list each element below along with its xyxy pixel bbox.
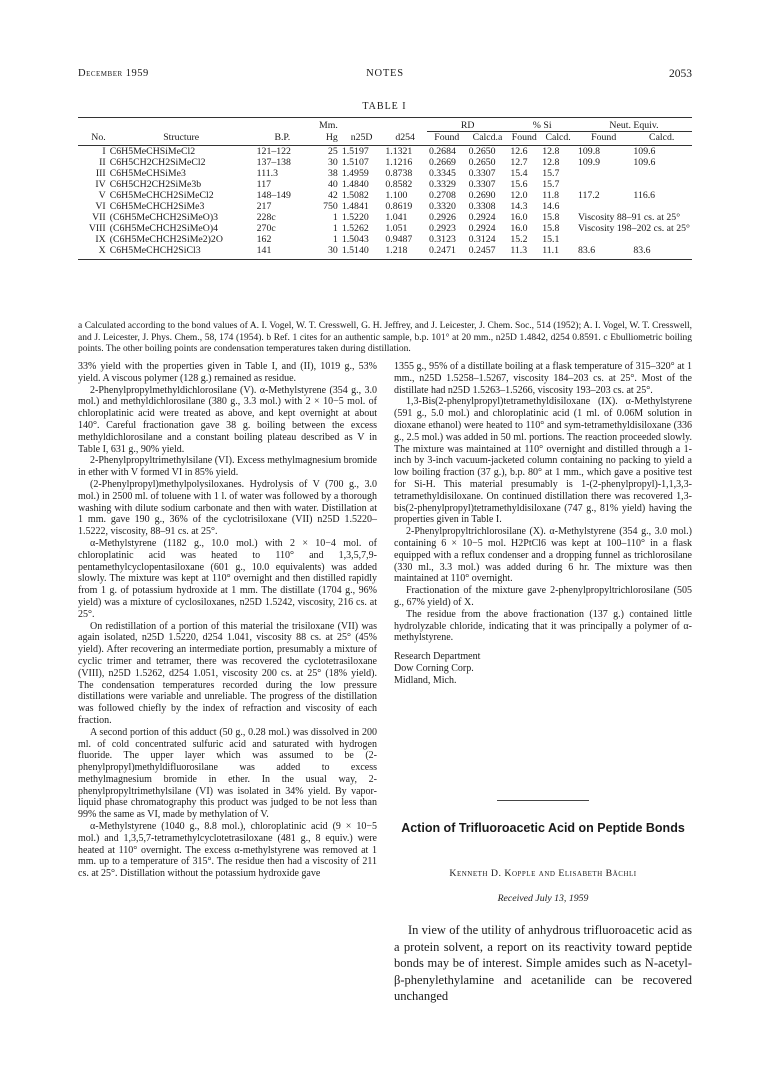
cell-neut-found: 83.6 xyxy=(576,245,631,260)
cell-nd: 1.5197 xyxy=(341,146,369,157)
cell-si-calcd: 15.7 xyxy=(542,179,560,190)
cell-rd-calcd: 0.2650 xyxy=(468,157,496,168)
cell-d: 0.8619 xyxy=(385,201,413,212)
cell-mm: 30 xyxy=(310,245,340,260)
cell-rd-calcd: 0.2924 xyxy=(468,212,496,223)
header-mm: Mm. xyxy=(310,118,340,132)
header-si-calcd: Calcd. xyxy=(540,132,576,146)
cell-mm: 1 xyxy=(332,212,338,223)
header-date: December 1959 xyxy=(78,68,149,79)
header-d: d254 xyxy=(383,132,427,146)
cell-rd-found: 0.2471 xyxy=(427,245,467,260)
cell-rd-calcd: 0.2924 xyxy=(468,223,496,234)
cell-structure: C6H5MeCHCH2SiMe3 xyxy=(109,201,205,212)
paragraph: On redistillation of a portion of this material the trisiloxane (VII) was again isolated, n25D 1.5220, d254 1.041, viscosity 88 cs. at 25° (45% yield). After recovering an intermediate portion, presumably a mixture of cyclic trimer and tetramer, there was recovered the cyclotetrasiloxane (VIII), n25D 1.5262, d254 1.051, viscosity 200 cs. at 25° (18% yield). The condensation temperatures recorded during the low pressure distillations were variable and unreliable. The progress of the distillation was followed chiefly by the index of refraction and viscosity of each fraction. xyxy=(78,620,377,726)
table-row xyxy=(78,201,692,212)
cell-si-found: 12.7 xyxy=(510,157,528,168)
cell-neut-calcd xyxy=(631,168,692,179)
cell-no: X xyxy=(78,245,108,260)
header-si: % Si xyxy=(508,118,576,132)
paragraph: A second portion of this adduct (50 g., 0.28 mol.) was dissolved in 200 ml. of cold concentrated sulfuric acid and saturated with hydrogen fluoride. The upper layer which was assumed to be (2-phenylpropyl)methyldifluorosilane was added to excess methylmagnesium bromide in ether. In the usual way, 2-phenylpropyltrimethylsilane (VI) was isolated in 34% yield. By vapor-liquid phase chromatography this product was judged to be not less than 99% the same as VI, made by methylation of V. xyxy=(78,726,377,821)
cell-neut-found xyxy=(576,234,631,245)
cell-si-calcd: 11.1 xyxy=(540,245,576,260)
cell-si-calcd: 15.1 xyxy=(542,234,560,245)
cell-si-calcd: 15.8 xyxy=(542,223,560,234)
cell-neut-found: 109.9 xyxy=(578,157,601,168)
cell-bp: 117 xyxy=(256,179,271,190)
cell-d: 0.8582 xyxy=(385,179,413,190)
cell-bp: 162 xyxy=(256,234,272,245)
cell-rd-found: 0.2923 xyxy=(428,223,456,234)
article-title: Action of Trifluoroacetic Acid on Peptide Bonds xyxy=(401,821,685,835)
cell-si-calcd: 14.6 xyxy=(542,201,560,212)
cell-bp: 217 xyxy=(256,201,272,212)
cell-rd-calcd: 0.3307 xyxy=(468,179,496,190)
cell-bp: 121–122 xyxy=(256,146,291,157)
header-neut-found: Found xyxy=(576,132,631,146)
paragraph: 33% yield with the properties given in Table I, and (II), 1019 g., 53% yield. A viscous polymer (128 g.) remained as residue. xyxy=(78,361,377,384)
cell-d: 1.1216 xyxy=(385,157,413,168)
table-footnote: a Calculated according to the bond values of A. I. Vogel, W. T. Cresswell, G. H. Jeffrey, and J. Leicester, J. Chem. Soc., 514 (1952); A. I. Vogel, W. T. Cresswell, and J. Leicester, J. Phys. Chem., 58, 174 (1954). b Ref. 1 cites for an authentic sample, b.p. 101° at 20 mm., n25D 1.4842, d254 0.8591. c Ebulliometric boiling points. The other boiling points are condensation temperatures taken during distillation. xyxy=(78,321,692,354)
cell-bp: 137–138 xyxy=(256,157,291,168)
cell-structure: C6H5MeCHSiMeCl2 xyxy=(109,146,196,157)
cell-nd: 1.5082 xyxy=(341,190,369,201)
cell-neut-found: 109.8 xyxy=(578,146,601,157)
cell-si-found: 15.6 xyxy=(510,179,528,190)
article-intro xyxy=(394,922,692,1005)
cell-no: VIII xyxy=(88,223,106,234)
cell-neut-calcd: 83.6 xyxy=(631,245,692,260)
cell-si-found: 16.0 xyxy=(510,223,528,234)
address-line: Dow Corning Corp. xyxy=(394,662,474,674)
paragraph: Fractionation of the mixture gave 2-phenylpropyltrichlorosilane (505 g., 67% yield) of X. xyxy=(394,585,692,608)
cell-rd-found: 0.3320 xyxy=(428,201,456,212)
paragraph: 2-Phenylpropyltrimethylsilane (VI). Excess methylmagnesium bromide in ether with V formed VI in 85% yield. xyxy=(78,455,377,479)
cell-rd-found: 0.3329 xyxy=(428,179,456,190)
cell-mm: 30 xyxy=(328,157,338,168)
cell-neut-found: 117.2 xyxy=(578,190,600,201)
cell-structure: C6H5CH2CH2SiMe3b xyxy=(109,179,202,190)
header-structure: Structure xyxy=(108,132,255,146)
cell-neut-calcd: 109.6 xyxy=(633,146,656,157)
table-row xyxy=(78,245,692,260)
cell-rd-calcd: 0.2457 xyxy=(467,245,509,260)
paragraph: The residue from the above fractionation (137 g.) contained little hydrolyzable chloride, indicating that it was principally a polymer of α-methylstyrene. xyxy=(394,608,692,644)
cell-rd-calcd: 0.3308 xyxy=(468,201,496,212)
cell-no: II xyxy=(99,157,106,168)
cell-neut-found xyxy=(576,201,631,212)
cell-mm: 25 xyxy=(328,146,338,157)
cell-structure: (C6H5MeCHCH2SiMeO)3 xyxy=(109,212,218,223)
address-line: Midland, Mich. xyxy=(394,674,457,686)
cell-neut-found: Viscosity 88–91 cs. at 25° xyxy=(578,212,681,223)
cell-rd-found: 0.2669 xyxy=(428,157,456,168)
cell-mm: 750 xyxy=(323,201,338,212)
paragraph: 2-Phenylpropylmethyldichlorosilane (V). α-Methylstyrene (354 g., 3.0 mol.) and methyldichlorosilane (380 g., 3.3 mol.) with 2 × 10−5 mol. of chloroplatinic acid were treated as above, and kept overnight at about 140°. Careful fractionation gave 38 g. boiling between the excess methyldichlorosilane and a constant boiling plateau described as V in Table I, 631 g., 90% yield. xyxy=(78,384,377,455)
cell-si-calcd: 12.8 xyxy=(542,157,560,168)
cell-si-calcd: 15.7 xyxy=(542,168,560,179)
paragraph: In view of the utility of anhydrous trifluoroacetic acid as a protein solvent, a report on its reactivity toward peptide bonds may be of interest. Simple amides such as N-acetyl-β-phenylethylamine and acetanilide can be recovered unchanged xyxy=(394,923,692,1003)
section-divider xyxy=(497,800,589,801)
cell-no: VI xyxy=(95,201,106,212)
cell-neut-calcd: 109.6 xyxy=(633,157,656,168)
header-si-found: Found xyxy=(508,132,540,146)
header-bp: B.P. xyxy=(255,132,310,146)
table-row xyxy=(78,168,692,179)
paragraph: 1355 g., 95% of a distillate boiling at a flask temperature of 315–320° at 1 mm., n25D 1.5258–1.5267, viscosity 184–203 cs. at 25°. Most of the distillate had n25D 1.5263–1.5266, viscosity 193–203 cs. at 25°. xyxy=(394,361,692,396)
cell-nd: 1.4959 xyxy=(341,168,369,179)
cell-structure: C6H5CH2CH2SiMeCl2 xyxy=(109,157,206,168)
header-neut-calcd: Calcd. xyxy=(631,132,692,146)
paragraph: α-Methylstyrene (1040 g., 8.8 mol.), chloroplatinic acid (9 × 10−5 mol.) and 1,3,5,7-tetramethylcyclotetrasiloxane (481 g., 8 equiv.) were heated at 110° overnight. The excess α-methylstyrene was removed at 1 mm. up to a temperature of 315°. The residue then had a viscosity of 211 cs. at 25°. Distillation without the potassium hydroxide gave xyxy=(78,821,377,880)
cell-rd-calcd: 0.2690 xyxy=(468,190,496,201)
cell-rd-found: 0.3123 xyxy=(428,234,456,245)
cell-d: 1.051 xyxy=(385,223,408,234)
cell-bp: 270c xyxy=(256,223,276,234)
cell-si-found: 12.6 xyxy=(510,146,528,157)
header-no: No. xyxy=(78,132,108,146)
cell-d: 1.041 xyxy=(385,212,408,223)
cell-neut-calcd xyxy=(631,234,692,245)
cell-nd: 1.5220 xyxy=(341,212,369,223)
cell-no: VII xyxy=(92,212,106,223)
cell-rd-calcd: 0.2650 xyxy=(468,146,496,157)
cell-nd: 1.4841 xyxy=(341,201,369,212)
cell-mm: 1 xyxy=(332,223,338,234)
table-title: TABLE I xyxy=(362,101,407,112)
cell-rd-found: 0.3345 xyxy=(428,168,456,179)
cell-no: V xyxy=(98,190,106,201)
cell-d: 1.218 xyxy=(383,245,427,260)
cell-d: 1.1321 xyxy=(385,146,413,157)
cell-si-calcd: 12.8 xyxy=(542,146,560,157)
cell-mm: 40 xyxy=(328,179,338,190)
cell-mm: 42 xyxy=(328,190,338,201)
table-row xyxy=(78,157,692,168)
cell-neut-calcd xyxy=(631,179,692,190)
paragraph: (2-Phenylpropyl)methylpolysiloxanes. Hydrolysis of V (700 g., 3.0 mol.) in 2500 ml. of toluene with 1 l. of water was followed by a thorough washing with dilute sodium carbonate and then with water. Distillation at 1 mm. gave 190 g., 36% of the cyclotrisiloxane (VII) n25D 1.5220–1.5222, viscosity, 88–91 cs. at 25°. xyxy=(78,478,377,538)
cell-no: III xyxy=(95,168,106,179)
cell-rd-calcd: 0.3307 xyxy=(468,168,496,179)
table-row xyxy=(78,234,692,245)
right-column xyxy=(394,361,692,687)
cell-rd-found: 0.2708 xyxy=(428,190,456,201)
cell-rd-found: 0.2926 xyxy=(428,212,456,223)
cell-si-calcd: 11.8 xyxy=(542,190,560,201)
table-row xyxy=(78,223,692,234)
header-hg: Hg xyxy=(310,132,340,146)
cell-nd: 1.5140 xyxy=(340,245,384,260)
cell-nd: 1.4840 xyxy=(341,179,369,190)
header-neut-equiv: Neut. Equiv. xyxy=(576,118,692,132)
table-body xyxy=(78,146,692,260)
table-row xyxy=(78,190,692,201)
paragraph: α-Methylstyrene (1182 g., 10.0 mol.) with 2 × 10−4 mol. of chloroplatinic acid was heated to 110° and 1,3,5,7,9-pentamethylcyclopentasiloxane (601 g., 10.0 equivalents) was added slowly. The mixture was kept at 110° overnight and then distilled rapidly from 1 g. of potassium hydroxide at 1 mm. The distillate (1704 g., 96% yield) was a mixture of cyclosiloxanes, n25D 1.5242, viscosity, 216 cs. at 25°. xyxy=(78,537,377,620)
cell-neut-found xyxy=(576,168,631,179)
paragraph: 1,3-Bis(2-phenylpropyl)tetramethyldisiloxane (IX). α-Methylstyrene (591 g., 5.0 mol.) and chloroplatinic acid (1 ml. of 0.06M solution in dioxane ethanol) were heated to 110° and sym-tetramethyldisiloxane (336 g., 2.5 mol.) was added in 50 ml. portions. The reaction proceeded slowly. The mixture was maintained at 110° overnight and distilled through a 1-inch by 3-inch vacuum-jacketed column containing no packing to yield a low boiling fraction (37 g.), b.p. 80° at 1 mm., which gave a positive test for Si-H. This material presumably is 1-(2-phenylpropyl)-1,1,3,3-tetramethyldisiloxane. On continued distillation there was recovered 1,3-bis(2-phenylpropyl)tetramethyldisiloxane (747 g., 81% yield) having the properties given in Table I. xyxy=(394,396,692,526)
cell-structure: (C6H5MeCHCH2SiMe2)2O xyxy=(109,234,223,245)
cell-si-found: 15.2 xyxy=(510,234,528,245)
cell-d: 0.8738 xyxy=(385,168,413,179)
cell-si-found: 16.0 xyxy=(510,212,528,223)
header-rd-found: Found xyxy=(427,132,467,146)
table-row xyxy=(78,179,692,190)
paragraph: 2-Phenylpropyltrichlorosilane (X). α-Methylstyrene (354 g., 3.0 mol.) containing 6 × 10−5 mol. H2PtCl6 was kept at 100–110° in a flask equipped with a reflux condenser and a dropping funnel as trichlorosilane (330 ml., 3.3 mol.) was added during 6 hr. The mixture was then maintained at 110° overnight. xyxy=(394,526,692,585)
cell-structure: C6H5MeCHCH2SiMeCl2 xyxy=(109,190,214,201)
cell-d: 1.100 xyxy=(385,190,408,201)
header-nd: n25D xyxy=(340,132,384,146)
table-row xyxy=(78,212,692,223)
cell-si-found: 14.3 xyxy=(510,201,528,212)
address-line: Research Department xyxy=(394,651,481,663)
cell-no: IV xyxy=(95,179,106,190)
cell-si-found: 12.0 xyxy=(510,190,528,201)
left-column xyxy=(78,361,377,880)
cell-d: 0.9487 xyxy=(385,234,413,245)
header-rd: RD xyxy=(427,118,508,132)
cell-si-found: 15.4 xyxy=(510,168,528,179)
cell-no: I xyxy=(102,146,106,157)
cell-nd: 1.5107 xyxy=(341,157,369,168)
cell-bp: 141 xyxy=(255,245,310,260)
cell-neut-calcd xyxy=(631,201,692,212)
page-number: 2053 xyxy=(669,68,692,80)
cell-neut-calcd: 116.6 xyxy=(633,190,656,201)
cell-si-calcd: 15.8 xyxy=(542,212,560,223)
cell-no: IX xyxy=(95,234,106,245)
cell-neut-found xyxy=(576,179,631,190)
cell-mm: 38 xyxy=(328,168,338,179)
cell-si-found: 11.3 xyxy=(508,245,540,260)
cell-rd-calcd: 0.3124 xyxy=(468,234,496,245)
cell-structure: C6H5MeCHCH2SiCl3 xyxy=(108,245,255,260)
cell-nd: 1.5262 xyxy=(341,223,369,234)
cell-rd-found: 0.2684 xyxy=(428,146,456,157)
cell-nd: 1.5043 xyxy=(341,234,369,245)
cell-structure: C6H5MeCHSiMe3 xyxy=(109,168,186,179)
header-rd-calcd: Calcd.a xyxy=(467,132,509,146)
cell-bp: 228c xyxy=(256,212,276,223)
received-date: Received July 13, 1959 xyxy=(497,893,589,904)
cell-bp: 111.3 xyxy=(256,168,278,179)
article-authors: Kenneth D. Kopple and Elisabeth Bächli xyxy=(449,868,637,879)
cell-bp: 148–149 xyxy=(256,190,291,201)
running-header xyxy=(78,68,692,82)
properties-table xyxy=(78,117,692,260)
cell-neut-found: Viscosity 198–202 cs. at 25° xyxy=(578,223,690,234)
table-row xyxy=(78,146,692,158)
header-section: NOTES xyxy=(366,68,404,79)
cell-mm: 1 xyxy=(332,234,338,245)
cell-structure: (C6H5MeCHCH2SiMeO)4 xyxy=(109,223,218,234)
